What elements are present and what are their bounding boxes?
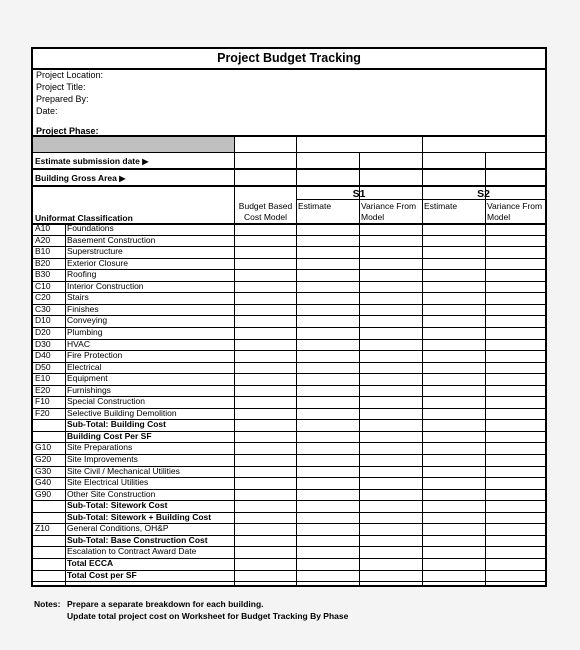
table-row [33,350,545,362]
line-item-description: Site Preparations [67,442,133,453]
table-row [33,558,545,570]
uniformat-code: B30 [35,269,51,280]
uniformat-label: Uniformat Classification [35,213,133,223]
line-item-description: Sub-Total: Building Cost [67,419,166,430]
line-item-description: Site Electrical Utilities [67,477,149,488]
uniformat-code: A20 [35,234,51,245]
line-item-description: Sub-Total: Sitework Cost [67,500,168,511]
grid-line [33,258,545,259]
grid-line [33,489,545,490]
uniformat-code: F20 [35,407,50,418]
table-row [33,385,545,397]
line-item-description: Superstructure [67,246,123,257]
table-row [33,535,545,547]
grid-line [33,304,545,305]
sheet-title: Project Budget Tracking [33,49,545,70]
uniformat-code: G20 [35,454,52,464]
uniformat-code: E10 [35,373,51,384]
grid-line [296,199,545,200]
grid-line [33,339,545,340]
grid-line [33,466,545,467]
grid-line [33,558,545,559]
note-line-1: Prepare a separate breakdown for each building. [67,599,264,609]
line-item-description: Fire Protection [67,350,123,361]
table-row [33,431,545,443]
grid-line [33,385,545,386]
table-row [33,442,545,454]
grid-line [33,512,545,513]
grid-line [33,535,545,536]
uniformat-code: D10 [35,315,51,326]
uniformat-code: G30 [35,465,52,476]
grid-line [33,327,545,328]
line-item-description: Special Construction [67,396,145,407]
line-item-description: Finishes [67,303,99,314]
grid-line [33,246,545,247]
line-item-description: Sub-Total: Sitework + Building Cost [67,511,212,522]
grid-line [33,315,545,316]
table-row [33,546,545,558]
grid-line [33,581,545,582]
line-item-description: Site Civil / Mechanical Utilities [67,465,180,476]
grid-line [33,442,545,443]
grid-line [33,235,545,236]
grid-line [33,269,545,270]
table-row [33,396,545,408]
uniformat-code: B10 [35,246,51,257]
grid-line [65,223,66,585]
grid-line [296,137,297,585]
grid-line [33,477,545,478]
uniformat-code: D30 [35,338,51,349]
phase-band [33,137,234,152]
table-row [33,304,545,316]
line-item-description: Building Cost Per SF [67,430,152,441]
uniformat-code: G40 [35,477,52,488]
grid-line [33,523,545,524]
line-item-description: Interior Construction [67,280,144,291]
uniformat-code: G90 [35,488,52,499]
grid-line [33,292,545,293]
uniformat-code: A10 [35,223,51,233]
uniformat-code: D20 [35,326,51,337]
building-gross-area-label: Building Gross Area ▶ [35,173,126,183]
line-item-description: HVAC [67,338,90,349]
grid-line [33,373,545,374]
grid-line [33,281,545,282]
line-item-description: Furnishings [67,384,111,395]
uniformat-code: C20 [35,292,51,303]
grid-line [33,408,545,409]
line-item-description: Basement Construction [67,234,156,245]
grid-line [485,152,486,199]
uniformat-code: E20 [35,384,51,395]
table-row [33,281,545,293]
grid-line [33,223,545,225]
table-row [33,408,545,420]
grid-line [33,185,545,187]
s2-estimate-header: Estimate [424,201,458,211]
s2-header: S2 [477,188,490,200]
table-row [33,292,545,304]
table-row [33,570,545,582]
line-item-description: Stairs [67,292,89,303]
s2-variance-header: Variance From Model [487,201,543,222]
grid-line [33,350,545,351]
grid-line [33,362,545,363]
project-title-label: Project Title: [36,82,86,92]
table-row [33,419,545,431]
budget-sheet [31,47,547,587]
grid-line [33,168,545,170]
grid-line [359,152,360,199]
table-row [33,339,545,351]
table-row [33,269,545,281]
table-row [33,477,545,489]
table-row [33,362,545,374]
line-item-description: Escalation to Contract Award Date [67,546,197,557]
grid-line [33,152,545,153]
line-item-description: Exterior Closure [67,257,128,268]
table-row [33,454,545,466]
line-item-description: Roofing [67,269,97,280]
grid-line [33,500,545,501]
uniformat-code: D40 [35,350,51,361]
table-row [33,258,545,270]
grid-line [485,199,486,585]
line-item-description: Foundations [67,223,114,233]
date-label: Date: [36,106,58,116]
table-row [33,512,545,524]
project-location-label: Project Location: [36,70,104,80]
arrow-right-icon: ▶ [119,174,126,183]
notes-label: Notes: [34,599,61,609]
table-row [33,235,545,247]
line-item-description: Other Site Construction [67,488,156,499]
uniformat-code: C10 [35,280,51,291]
estimate-submission-label: Estimate submission date ▶ [35,156,149,166]
grid-line [33,570,545,571]
line-item-description: Selective Building Demolition [67,407,177,418]
s1-estimate-header: Estimate [298,201,332,211]
line-item-description: Electrical [67,361,102,372]
line-item-description: Equipment [67,373,108,384]
table-row [33,466,545,478]
grid-line [422,137,423,585]
project-phase-label: Project Phase: [36,126,99,136]
line-item-description: Sub-Total: Base Construction Cost [67,534,208,545]
table-row [33,327,545,339]
arrow-right-icon: ▶ [142,157,149,166]
grid-line [359,199,360,585]
table-row [33,315,545,327]
grid-line [33,419,545,420]
grid-line [33,431,545,432]
note-line-2: Update total project cost on Worksheet for Budget Tracking By Phase [67,611,349,621]
line-item-description: Total ECCA [67,557,114,568]
table-row [33,523,545,535]
uniformat-code: F10 [35,396,50,407]
uniformat-code: G10 [35,442,52,453]
line-item-description: Conveying [67,315,108,326]
uniformat-code: B20 [35,257,51,268]
grid-line [234,137,235,585]
line-item-description: Total Cost per SF [67,569,137,580]
table-row [33,246,545,258]
prepared-by-label: Prepared By: [36,94,89,104]
uniformat-code: Z10 [35,523,50,534]
s1-header: S1 [352,188,366,200]
table-row [33,489,545,501]
line-item-description: Plumbing [67,326,103,337]
line-item-description: Site Improvements [67,454,138,464]
uniformat-code: D50 [35,361,51,372]
s1-variance-header: Variance From Model [361,201,417,222]
line-item-description: General Conditions, OH&P [67,523,169,534]
grid-line [33,454,545,455]
budget-based-header: Budget Based Cost Model [238,201,293,222]
grid-line [33,396,545,397]
table-row [33,500,545,512]
grid-line [33,546,545,547]
uniformat-code: C30 [35,303,51,314]
table-row [33,373,545,385]
